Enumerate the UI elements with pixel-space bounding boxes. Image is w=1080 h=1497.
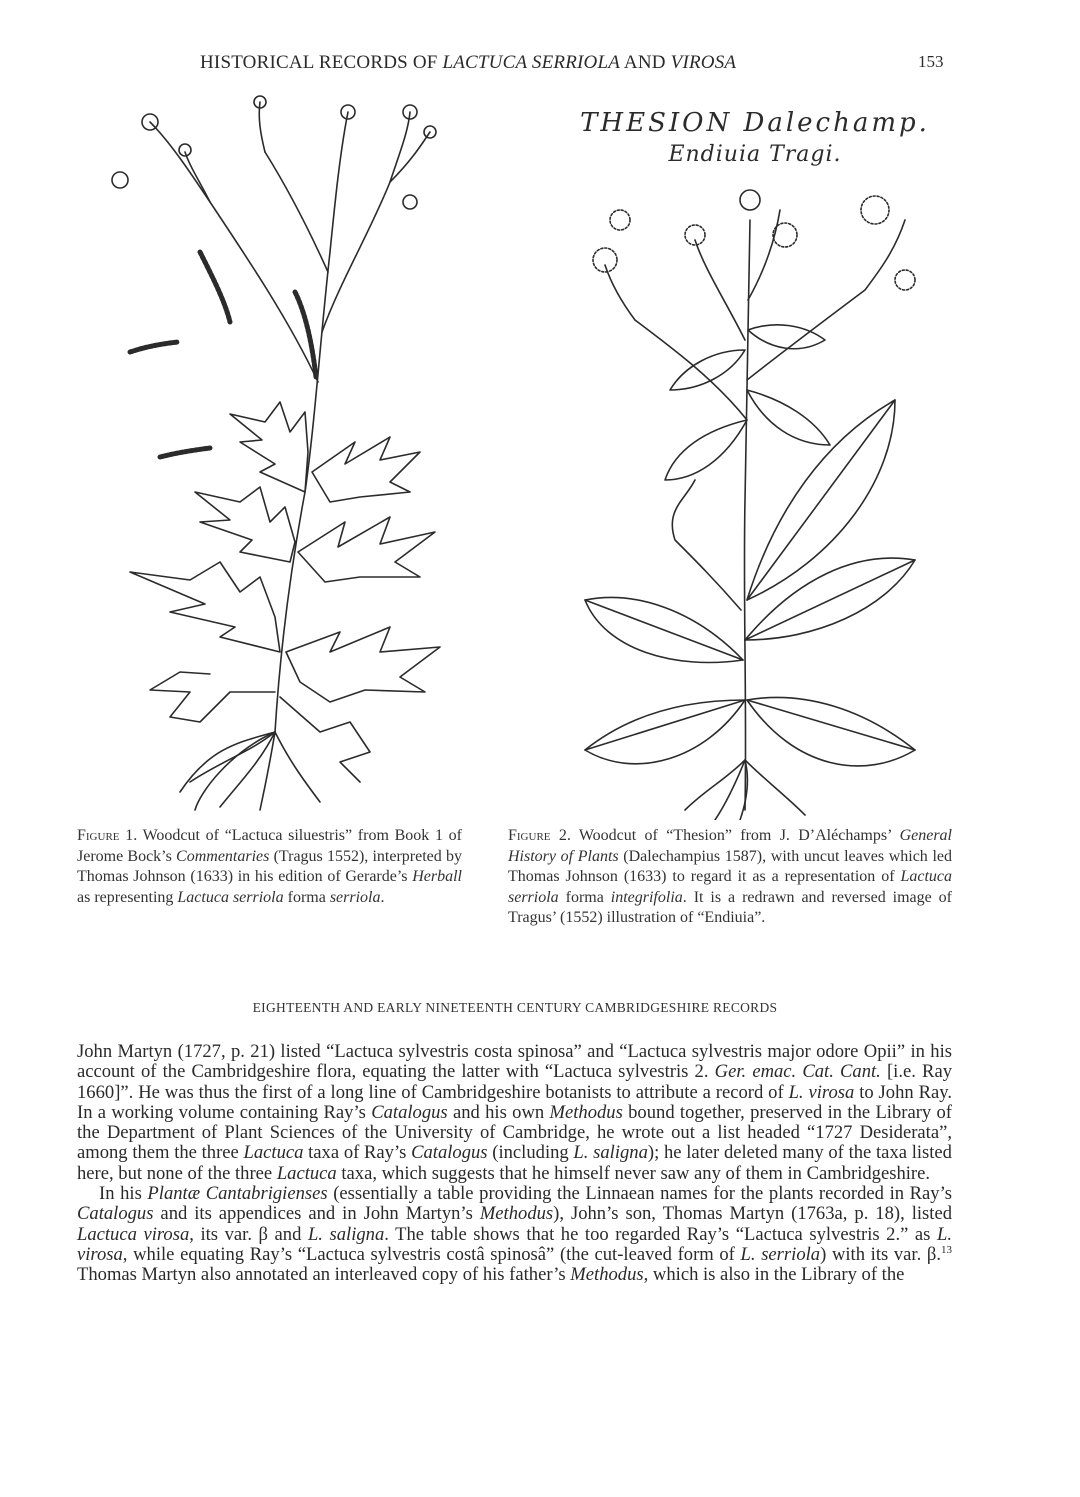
running-title-text: AND (620, 52, 671, 73)
text: , its var. β and (189, 1223, 308, 1245)
running-title (200, 52, 736, 74)
text: . The table shows that he too regarded Ray’s “Lactuca sylvestris 2.” as (384, 1223, 937, 1245)
text: ); he later deleted many of the taxa listed here, but none of the three (77, 1142, 952, 1184)
text: John Martyn (1727, p. 21) listed “Lactuca sylvestris costa spinosa” and “Lactuca sylvestris major odore Opii” in his account of the Cambridgeshire flora, equating the latter with “Lactuca sylvestris 2. (77, 1041, 952, 1083)
italic-text: L. saligna (573, 1142, 648, 1164)
italic-text: Ger. emac. Cat. Cant. (714, 1061, 881, 1083)
italic-text: Catalogus (411, 1142, 488, 1164)
running-head (0, 52, 1080, 78)
text: ) with its var. β. (820, 1243, 942, 1265)
figure-2-caption (508, 826, 952, 929)
italic-text: L. serriola (740, 1243, 821, 1265)
caption-italic: Lactuca serriola (177, 888, 284, 906)
italic-text: Lactuca (276, 1162, 337, 1184)
italic-text: Catalogus (77, 1203, 154, 1225)
footnote-marker: 13 (941, 1243, 953, 1256)
text: (essentially a table providing the Linnaean names for the plants recorded in Ray’s (327, 1183, 953, 1205)
paragraph-1 (77, 1042, 952, 1184)
thesion-illustration (575, 180, 935, 820)
italic-text: Lactuca virosa (77, 1223, 190, 1245)
italic-text: L. virosa (788, 1081, 855, 1103)
running-title-text: HISTORICAL RECORDS OF (200, 52, 443, 73)
text: ), John’s son, Thomas Martyn (1763a, p. 18), listed (553, 1203, 952, 1225)
text: [i.e. Ray 1660]”. He was thus the first of a long line of Cambridgeshire botanists to attribute a record of (77, 1061, 952, 1103)
italic-text: L. virosa (77, 1223, 952, 1265)
figure-2-title: THESION Dalechamp. (580, 108, 930, 138)
text: taxa, which suggests that he himself never saw any of them in Cambridgeshire. (336, 1162, 931, 1184)
caption-italic: integrifolia (610, 888, 683, 906)
running-title-italic: VIROSA (670, 52, 737, 73)
italic-text: Methodus (479, 1203, 554, 1225)
text: In his (99, 1183, 148, 1205)
caption-text: forma (558, 888, 611, 906)
caption-italic: Commentaries (176, 847, 270, 865)
italic-text: Plantæ Cantabrigienses (147, 1183, 328, 1205)
caption-text: (Dalechampius 1587), with uncut leaves which led Thomas Johnson (1633) to regard it as a representation of (508, 847, 952, 885)
text: bound together, preserved in the Library of the Department of Plant Sciences of the University of Cambridge, he wrote out a list headed “1727 Desiderata”, among them the three (77, 1101, 952, 1164)
caption-italic: Herball (412, 868, 462, 885)
paragraph-2 (77, 1184, 952, 1285)
italic-text: Methodus (570, 1264, 644, 1286)
text: (including (487, 1142, 574, 1164)
figure-2-woodcut (575, 108, 935, 818)
text: Thomas Martyn also annotated an interleaved copy of his father’s (77, 1264, 571, 1286)
page-number: 153 (918, 52, 944, 71)
italic-text: Catalogus (371, 1101, 448, 1123)
caption-text: Woodcut of “Thesion” from J. D’Aléchamps’ (570, 827, 900, 844)
figure-1-caption (77, 826, 462, 908)
running-title-italic: LACTUCA SERRIOLA (442, 52, 621, 73)
figure-2-subtitle: Endiuia Tragi. (668, 142, 842, 167)
body-text (77, 1042, 952, 1286)
caption-text: . It is a redrawn and reversed image of Tragus’ (1552) illustration of “Endiuia”. (508, 888, 952, 926)
lactuca-siluestris-illustration (90, 92, 490, 812)
caption-italic: serriola (329, 888, 381, 906)
caption-label: Figure 1. (77, 827, 138, 844)
italic-text: Lactuca (243, 1142, 304, 1164)
figure-1-woodcut (90, 92, 490, 812)
italic-text: Methodus (549, 1101, 623, 1123)
caption-text: Woodcut of “Lactuca siluestris” from Book 1 of Jerome Bock’s (77, 827, 462, 865)
text: to John Ray. In a working volume containing Ray’s (77, 1081, 952, 1123)
caption-italic: General History of Plants (508, 827, 952, 865)
caption-text: (Tragus 1552), interpreted by Thomas Johnson (1633) in his edition of Gerarde’s (77, 847, 462, 885)
caption-text: forma (283, 888, 330, 906)
caption-text: . (380, 888, 385, 906)
section-heading: EIGHTEENTH AND EARLY NINETEENTH CENTURY CAMBRIDGESHIRE RECORDS (252, 1000, 778, 1015)
caption-label: Figure 2. (508, 827, 571, 844)
text: taxa of Ray’s (303, 1142, 412, 1164)
text: and his own (447, 1101, 550, 1123)
italic-text: L. saligna (307, 1223, 385, 1245)
text: , which is also in the Library of the (643, 1264, 905, 1286)
text: and its appendices and in John Martyn’s (153, 1203, 480, 1225)
text: , while equating Ray’s “Lactuca sylvestris costâ spinosâ” (the cut-leaved form of (122, 1243, 741, 1265)
caption-italic: Lactuca serriola (508, 868, 952, 906)
caption-text: as representing (77, 888, 178, 906)
